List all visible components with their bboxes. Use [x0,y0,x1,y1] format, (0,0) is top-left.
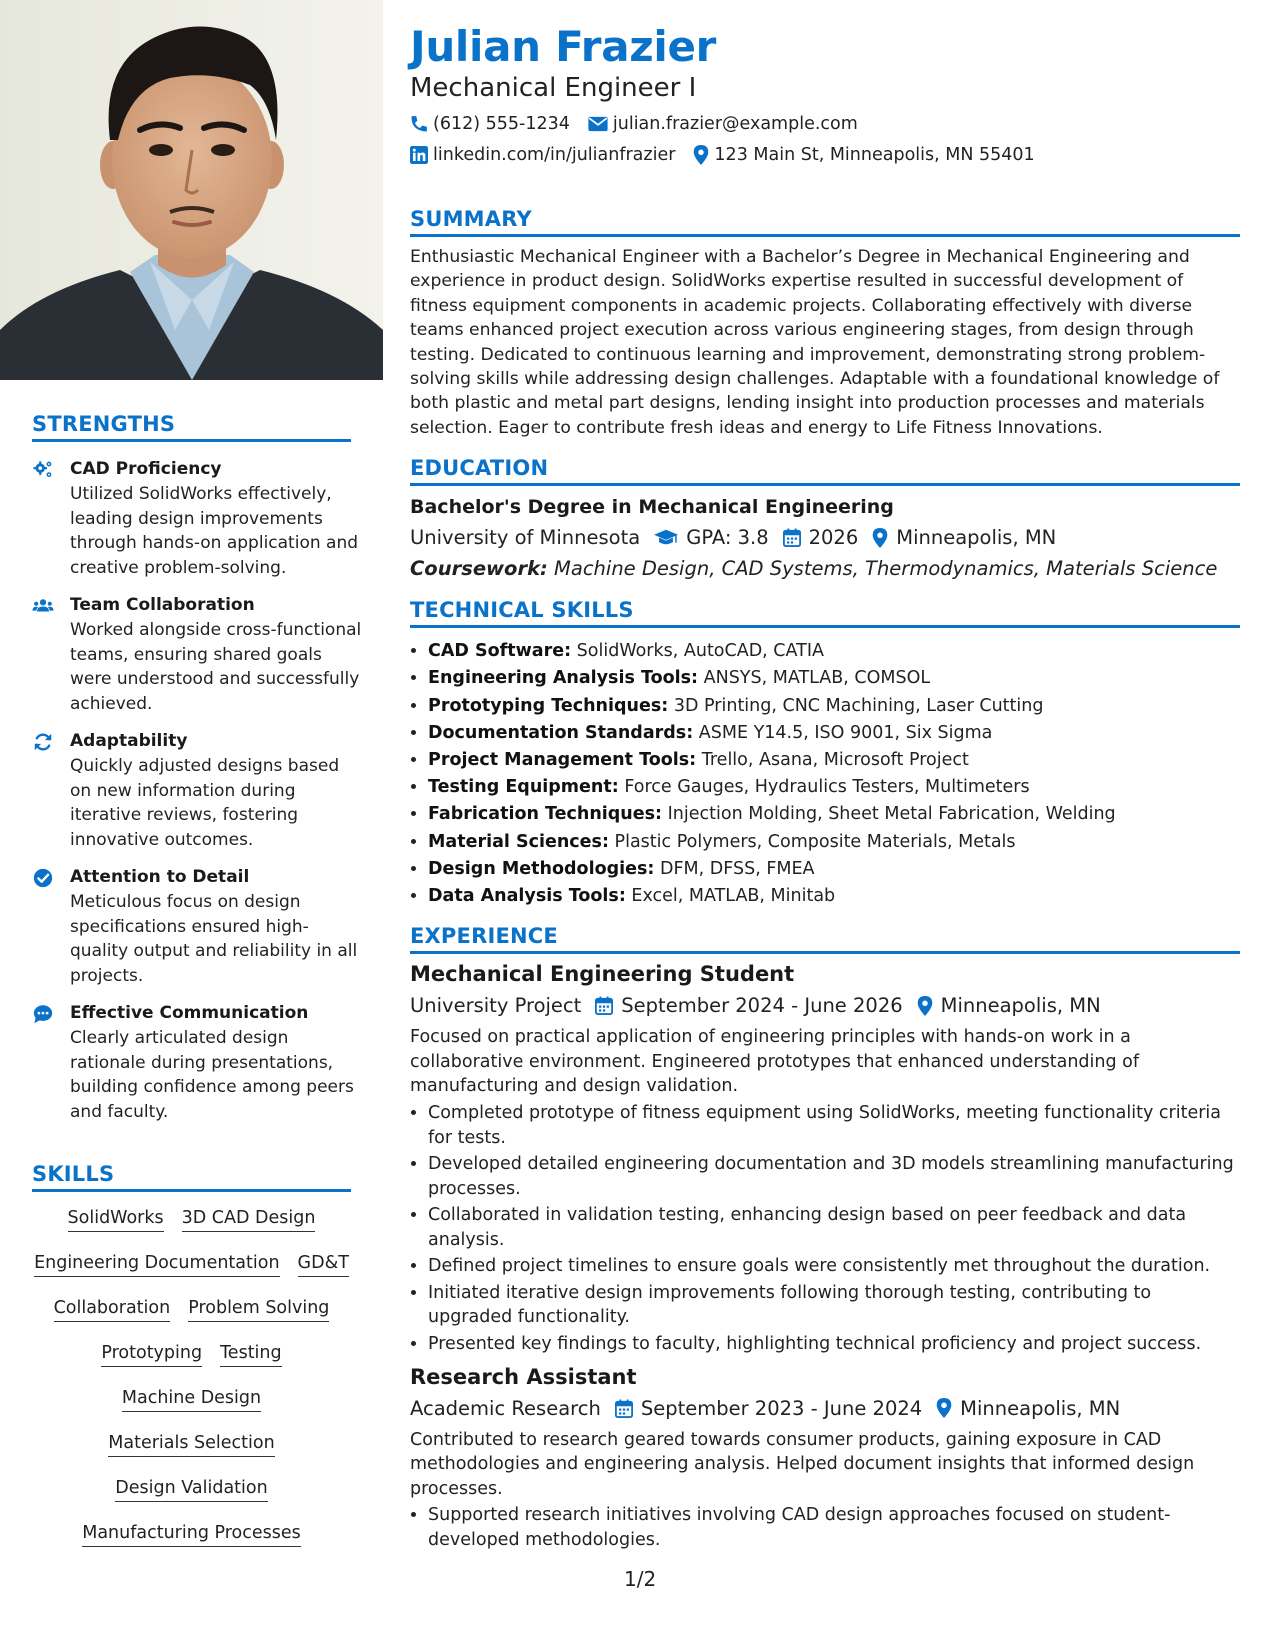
sidebar [0,0,383,1650]
candidate-name: Julian Frazier [410,22,717,71]
strength-item [32,730,362,852]
skill-value: 3D Printing, CNC Machining, Laser Cutting [673,695,1044,716]
address-text: 123 Main St, Minneapolis, MN 55401 [714,145,1035,165]
linkedin-contact[interactable] [410,143,675,167]
skill-label: Data Analysis Tools: [428,886,626,907]
job-description: Focused on practical application of engineering principles with hands-on work in a collaborative environment. Engineered prototypes that enhanced understanding of manufacturing and design validation. [410,1027,1140,1097]
profile-photo [0,0,383,380]
job-description: Contributed to research geared towards consumer products, gaining exposure in CAD methodologies and engineering analysis. Helped document insights that informed design processes. [410,1429,1195,1499]
list-item: • Completed prototype of fitness equipment using SolidWorks, meeting functionality criteria for tests. [428,1101,1240,1151]
location-text: Minneapolis, MN [940,994,1101,1018]
skill-tag: Prototyping [101,1340,202,1367]
list-item [428,883,1240,910]
skills-heading: SKILLS [32,1162,351,1192]
technical-skills-list [410,638,1240,910]
skill-tag: Collaboration [54,1295,171,1322]
list-item [428,720,1240,747]
strengths-heading: STRENGTHS [32,412,351,442]
job-bullets [410,1101,1240,1356]
location-text: Minneapolis, MN [960,1396,1121,1420]
map-pin-icon [936,1398,952,1418]
users-icon [32,595,54,617]
list-item: • Initiated iterative design improvements following thorough testing, contributing to upgraded functionality. [428,1281,1240,1331]
list-item [428,856,1240,883]
list-item: • Supported research initiatives involving CAD design approaches focused on student-developed methodologies. [428,1503,1240,1553]
job-entry [410,1365,1240,1553]
strength-desc: Clearly articulated design rationale during presentations, building confidence among peers and faculty. [70,1028,354,1122]
skill-value: Plastic Polymers, Composite Materials, Metals [614,831,1016,852]
coursework-label: Coursework: [410,557,548,581]
skill-tag: Engineering Documentation [34,1250,279,1277]
strength-title: Attention to Detail [70,867,250,887]
skill-value: SolidWorks, AutoCAD, CATIA [576,641,824,662]
main-content [410,22,1240,1554]
linkedin-icon [410,146,428,164]
linkedin-text: linkedin.com/in/julianfrazier [433,145,676,165]
job-title: Mechanical Engineering Student [410,962,795,987]
skill-value: ASME Y14.5, ISO 9001, Six Sigma [698,722,993,743]
map-pin-icon [693,145,709,165]
skill-label: Engineering Analysis Tools: [428,668,699,689]
skill-label: Design Methodologies: [428,858,655,879]
skill-value: Excel, MATLAB, Minitab [631,886,836,907]
job-org: University Project [410,994,582,1018]
list-item: • Defined project timelines to ensure goals were consistently met throughout the duration. [428,1254,1240,1279]
skill-label: Fabrication Techniques: [428,804,663,825]
map-pin-icon [917,996,933,1016]
list-item [428,665,1240,692]
contact-row-2 [410,143,1240,167]
skill-tag: Testing [220,1340,282,1367]
list-item [428,829,1240,856]
skill-tag: GD&T [298,1250,349,1277]
education-location [872,526,1056,549]
sync-icon [32,731,54,753]
strength-desc: Quickly adjusted designs based on new information during iterative reviews, fostering innovative outcomes. [70,756,340,850]
list-item: • Collaborated in validation testing, enhancing design based on peer feedback and data analysis. [428,1203,1240,1253]
skill-value: Trello, Asana, Microsoft Project [701,750,969,771]
year-text: 2026 [808,526,859,550]
job-dates [615,1397,922,1420]
skill-tag: 3D CAD Design [182,1205,316,1232]
strength-title: Adaptability [70,731,188,751]
skill-label: Project Management Tools: [428,750,697,771]
technical-skills-heading: TECHNICAL SKILLS [410,598,1240,628]
strength-title: Team Collaboration [70,595,255,615]
page-number: 1/2 [624,1567,657,1591]
dates-text: September 2024 - June 2026 [621,994,903,1018]
skill-value: Injection Molding, Sheet Metal Fabrication, Welding [667,804,1116,825]
job-entry [410,962,1240,1356]
list-item [428,747,1240,774]
dates-text: September 2023 - June 2024 [640,1396,923,1420]
skill-tag: Manufacturing Processes [82,1520,301,1547]
check-circle-icon [32,867,54,889]
location-text: Minneapolis, MN [896,526,1057,550]
skill-tag: Problem Solving [188,1295,329,1322]
job-title: Research Assistant [410,1364,637,1389]
strengths-list [32,458,362,1138]
summary-heading: SUMMARY [410,207,1240,237]
strength-title: Effective Communication [70,1003,309,1023]
envelope-icon [588,116,608,132]
skill-value: Force Gauges, Hydraulics Testers, Multimeters [624,777,1030,798]
skill-label: Testing Equipment: [428,777,619,798]
job-dates [595,994,902,1017]
phone-contact[interactable] [410,112,570,136]
coursework [410,557,1240,580]
skill-tag: Materials Selection [108,1430,274,1457]
list-item [428,693,1240,720]
strength-desc: Utilized SolidWorks effectively, leading design improvements through hands-on application and creative problem-solving. [70,484,359,578]
strength-desc: Worked alongside cross-functional teams, ensuring shared goals were understood and successfully achieved. [70,620,362,714]
strength-title: CAD Proficiency [70,459,222,479]
comment-icon [32,1003,54,1025]
skills-tags [32,1205,351,1565]
email-text: julian.frazier@example.com [612,114,858,134]
address-contact [693,143,1034,167]
job-meta [410,1397,1240,1420]
skill-label: Prototyping Techniques: [428,695,669,716]
strength-item [32,458,362,580]
strength-item [32,1002,362,1124]
skill-tag: Machine Design [122,1385,261,1412]
graduation-year [783,526,859,549]
skill-label: Documentation Standards: [428,722,694,743]
job-location [917,994,1101,1017]
list-item [428,801,1240,828]
email-contact[interactable] [588,112,858,136]
experience-heading: EXPERIENCE [410,924,1240,954]
map-pin-icon [872,528,888,548]
strength-desc: Meticulous focus on design specifications ensured high-quality output and reliability in all projects. [70,892,358,986]
calendar-icon [783,528,801,547]
job-org: Academic Research [410,1396,601,1420]
degree-title: Bachelor's Degree in Mechanical Engineering [410,496,894,519]
graduation-cap-icon [654,529,678,547]
job-meta [410,994,1240,1017]
summary-text: Enthusiastic Mechanical Engineer with a Bachelor’s Degree in Mechanical Engineering and experience in product design. SolidWorks expertise resulted in successful development of fitness equipment components in academic projects. Collaborating effectively with diverse teams enhanced project execution across various engineering stages, from design through testing. Dedicated to continuous learning and improvement, demonstrating strong problem-solving skills while addressing design challenges. Adaptable with a foundational knowledge of both plastic and metal part designs, lending insight into production processes and materials selection. Eager to contribute fresh ideas and energy to Life Fitness Innovations. [410,247,1220,438]
list-item [428,774,1240,801]
list-item: • Presented key findings to faculty, highlighting technical proficiency and project success. [428,1332,1240,1357]
phone-icon [410,115,428,133]
skill-tag: Design Validation [115,1475,267,1502]
phone-text: (612) 555-1234 [433,114,570,134]
list-item [428,638,1240,665]
coursework-text: Machine Design, CAD Systems, Thermodynamics, Materials Science [554,557,1218,581]
job-location [936,1397,1120,1420]
skill-label: CAD Software: [428,641,572,662]
calendar-icon [595,996,613,1015]
strength-item [32,594,362,716]
gpa [654,526,768,549]
skill-tag: SolidWorks [68,1205,164,1232]
job-bullets [410,1503,1240,1553]
skill-value: DFM, DFSS, FMEA [659,858,815,879]
skill-label: Material Sciences: [428,831,609,852]
contact-row [410,112,1240,136]
list-item: • Developed detailed engineering documentation and 3D models streamlining manufacturing processes. [428,1152,1240,1202]
gears-icon [32,459,54,481]
candidate-role: Mechanical Engineer I [410,73,697,103]
skill-value: ANSYS, MATLAB, COMSOL [703,668,931,689]
calendar-icon [615,1399,633,1418]
strength-item [32,866,362,988]
education-heading: EDUCATION [410,456,1240,486]
education-meta [410,526,1240,549]
school-name: University of Minnesota [410,526,641,550]
gpa-text: GPA: 3.8 [686,526,769,550]
